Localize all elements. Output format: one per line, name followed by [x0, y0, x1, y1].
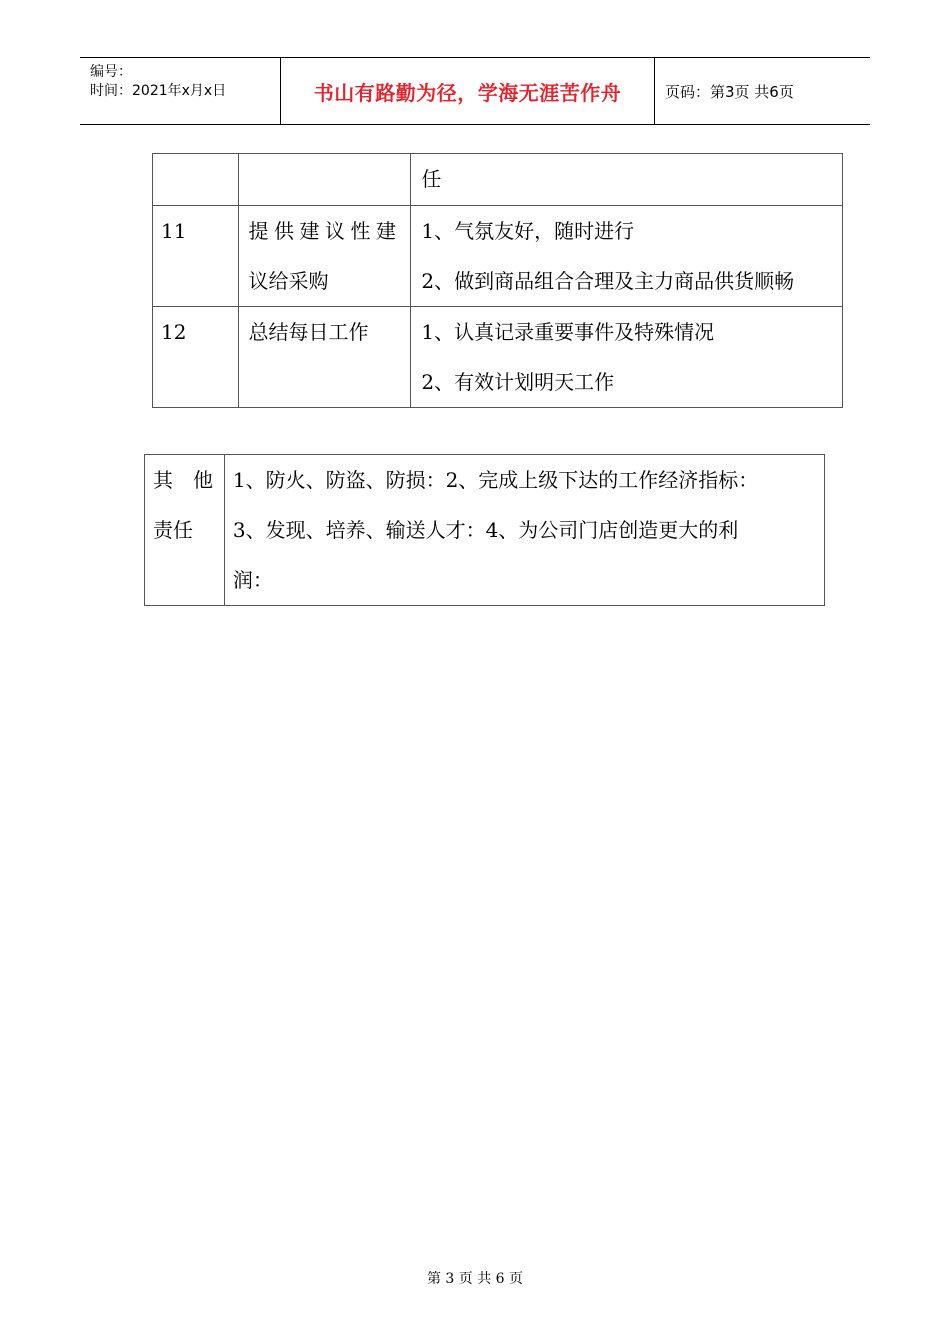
duty-item-cell [238, 307, 411, 408]
duty-item-cell [238, 206, 411, 307]
duty-item-line: 提供建议性建 [248, 219, 402, 243]
other-content-line: 3、发现、培养、输送人才：4、为公司门店创造更大的利 [232, 518, 739, 542]
table-row [153, 154, 843, 206]
duties-table [152, 153, 843, 408]
header-meta [80, 58, 281, 124]
document-number-label: 编号： [90, 64, 132, 80]
other-content-line: 润： [232, 568, 273, 592]
other-label-cell [145, 455, 225, 606]
duty-content-cell [411, 307, 843, 408]
header-motto: 书山有路勤为径，学海无涯苦作舟 [281, 58, 655, 124]
table-row [153, 307, 843, 408]
row-number-cell: 12 [153, 307, 239, 408]
document-time-label: 时间：2021年x月x日 [90, 83, 227, 99]
duty-content-line: 2、有效计划明天工作 [421, 370, 615, 394]
duty-content-cell [411, 154, 843, 206]
page-footer: 第 3 页 共 6 页 [426, 1271, 524, 1287]
duty-content-line: 1、气氛友好，随时进行 [421, 219, 635, 243]
page-header [80, 57, 870, 125]
duty-item-cell [238, 154, 411, 206]
row-number-cell [153, 154, 239, 206]
table-row [153, 206, 843, 307]
duty-content-line: 任 [421, 167, 442, 191]
duty-content-line: 1、认真记录重要事件及特殊情况 [421, 320, 715, 344]
other-content-cell [224, 455, 824, 606]
table-row [145, 455, 825, 606]
row-number-cell: 11 [153, 206, 239, 307]
header-page-info: 页码：第3页 共6页 [665, 82, 794, 101]
other-label-line: 责任 [153, 518, 193, 542]
other-label-line: 其 他 [153, 468, 213, 492]
duty-item-line: 议给采购 [248, 269, 329, 293]
other-responsibilities-table [144, 454, 825, 606]
duty-content-line: 2、做到商品组合合理及主力商品供货顺畅 [421, 269, 795, 293]
duty-item-line: 总结每日工作 [248, 320, 369, 344]
duty-content-cell [411, 206, 843, 307]
other-content-line: 1、防火、防盗、防损：2、完成上级下达的工作经济指标： [232, 468, 759, 492]
